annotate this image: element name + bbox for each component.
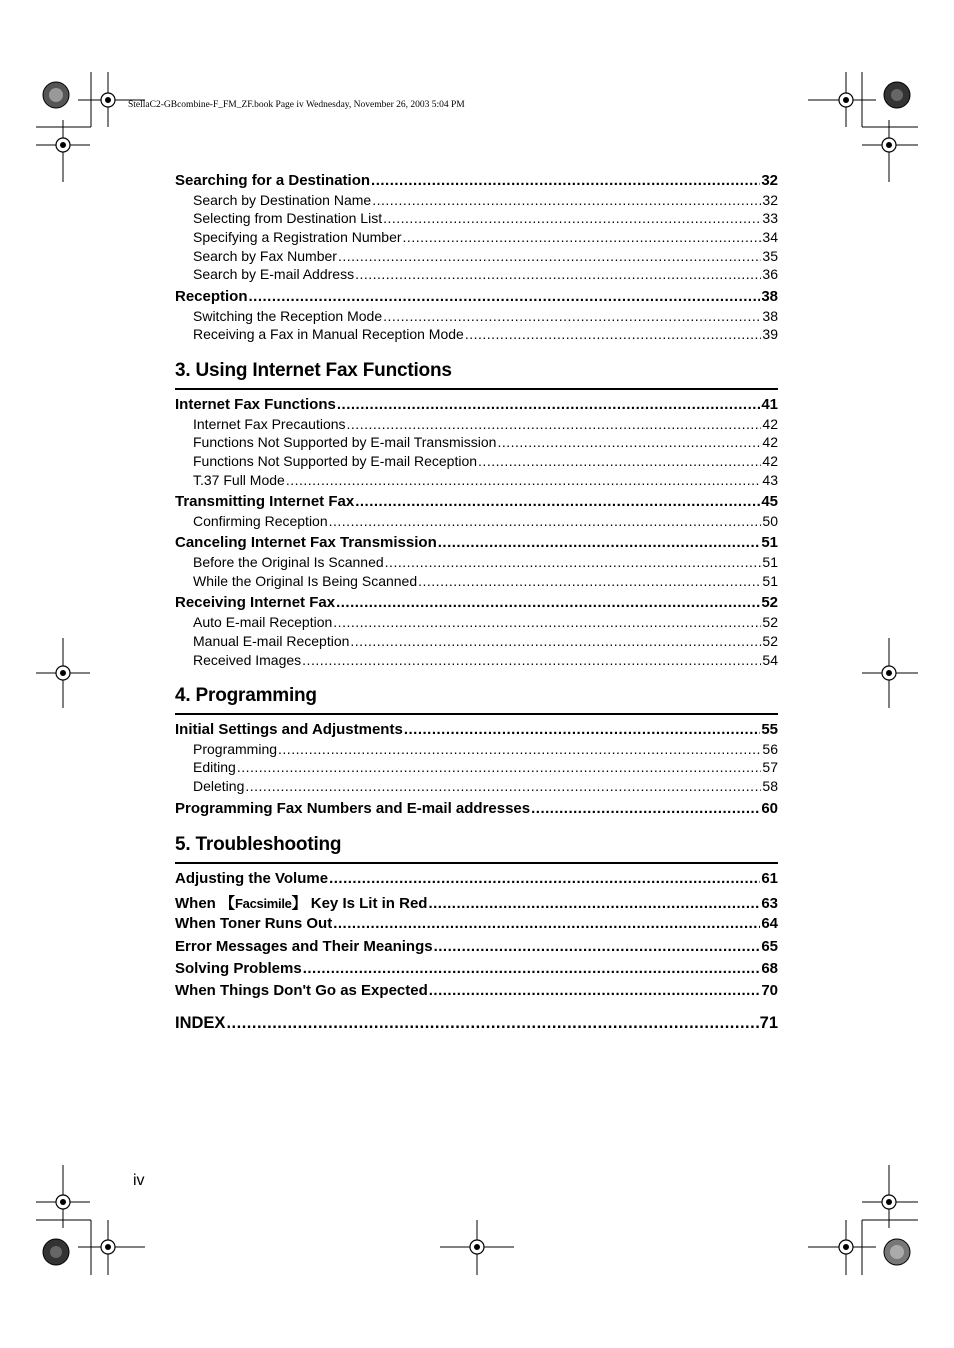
toc-entry-title: Receiving a Fax in Manual Reception Mode [193,326,464,342]
leader-dots [428,895,760,912]
toc-entry-title: Adjusting the Volume [175,870,329,887]
toc-entry-title: Before the Original Is Scanned [193,554,384,570]
leader-dots [478,453,761,469]
toc-entry[interactable] [175,396,778,413]
toc-entry-page: 61 [761,870,778,887]
toc-title-post: Key Is Lit in Red [306,895,428,912]
toc-subentry[interactable] [175,614,778,630]
toc-subentry[interactable] [175,759,778,775]
leader-dots [226,1014,758,1033]
toc-entry-title: Receiving Internet Fax [175,594,336,611]
toc-entry-page: 42 [762,434,778,450]
toc-entry-title: Auto E-mail Reception [193,614,333,630]
leader-dots [355,493,760,510]
leader-dots [531,800,760,817]
toc-entry-title: Reception [175,288,248,305]
toc-entry[interactable] [175,892,778,913]
toc-entry-title [175,892,427,913]
toc-subentry[interactable] [175,416,778,432]
toc-entry-page: 51 [762,554,778,570]
toc-entry-title: When Toner Runs Out [175,915,333,932]
toc-entry[interactable] [175,493,778,510]
leader-dots [403,229,762,245]
leader-dots [333,915,760,932]
toc-entry-title: Manual E-mail Reception [193,633,350,649]
toc-entry-page: 58 [762,778,778,794]
leader-dots [329,513,762,529]
chapter-heading: 3. Using Internet Fax Functions [175,360,778,390]
key-bracket-open: 【 [220,895,236,912]
toc-entry-page: 41 [761,396,778,413]
toc-entry[interactable] [175,594,778,611]
toc-entry-title: When Things Don't Go as Expected [175,982,428,999]
toc-subentry[interactable] [175,633,778,649]
toc-entry-title: Functions Not Supported by E-mail Reception [193,453,478,469]
leader-dots [465,326,762,342]
toc-entry-title: Search by Fax Number [193,248,337,264]
toc-entry-page: 65 [761,938,778,955]
toc-entry[interactable] [175,288,778,305]
leader-dots [302,652,761,668]
toc-entry-title: Selecting from Destination List [193,210,383,226]
toc-entry[interactable] [175,960,778,977]
toc-entry-page: 39 [762,326,778,342]
leader-dots [350,633,761,649]
toc-subentry[interactable] [175,472,778,488]
toc-subentry[interactable] [175,778,778,794]
toc-entry-title: Editing [193,759,236,775]
toc-index-entry[interactable] [175,1014,778,1033]
toc-entry-title: Search by E-mail Address [193,266,355,282]
book-header-info: StellaC2-GBcombine-F_FM_ZF.book Page iv Wednesday, November 26, 2003 5:04 PM [128,100,465,110]
leader-dots [383,308,761,324]
toc-entry-title: Programming Fax Numbers and E-mail addresses [175,800,531,817]
toc-entry[interactable] [175,982,778,999]
toc-entry-title: Search by Destination Name [193,192,372,208]
toc-entry-page: 57 [762,759,778,775]
leader-dots [404,721,761,738]
leader-dots [337,396,760,413]
leader-dots [333,614,761,630]
leader-dots [497,434,761,450]
leader-dots [418,573,761,589]
toc-entry-title: Solving Problems [175,960,302,977]
toc-entry-title: Deleting [193,778,245,794]
leader-dots [237,759,762,775]
leader-dots [286,472,762,488]
toc-entry[interactable] [175,172,778,189]
leader-dots [303,960,761,977]
toc-entry-title: While the Original Is Being Scanned [193,573,418,589]
toc-entry-page: 51 [761,534,778,551]
toc-subentry[interactable] [175,513,778,529]
toc-entry-page: 70 [761,982,778,999]
toc-entry-title: Programming [193,741,278,757]
toc-entry-page: 64 [761,915,778,932]
toc-entry-page: 52 [762,633,778,649]
toc-subentry[interactable] [175,229,778,245]
leader-dots [434,938,761,955]
toc-entry-title: Received Images [193,652,302,668]
toc-entry-title: Specifying a Registration Number [193,229,402,245]
leader-dots [372,192,761,208]
toc-subentry[interactable] [175,741,778,757]
toc-entry-title: Canceling Internet Fax Transmission [175,534,437,551]
toc-entry-page: 52 [762,614,778,630]
leader-dots [249,288,761,305]
toc-entry[interactable] [175,800,778,817]
leader-dots [371,172,760,189]
leader-dots [338,248,761,264]
toc-entry-page: 50 [762,513,778,529]
toc-subentry[interactable] [175,326,778,342]
leader-dots [429,982,761,999]
toc-entry-title: Searching for a Destination [175,172,371,189]
toc-subentry[interactable] [175,308,778,324]
toc-title-pre: When [175,895,220,912]
leader-dots [245,778,761,794]
toc-subentry[interactable] [175,652,778,668]
toc-entry-page: 51 [762,573,778,589]
toc-entry-page: 56 [762,741,778,757]
toc-subentry[interactable] [175,573,778,589]
toc-entry-title: Functions Not Supported by E-mail Transmission [193,434,497,450]
toc-entry-title: Switching the Reception Mode [193,308,383,324]
toc-subentry[interactable] [175,266,778,282]
toc-entry-title: INDEX [175,1014,226,1032]
leader-dots [355,266,761,282]
toc-entry-page: 35 [762,248,778,264]
toc-entry-page: 38 [762,308,778,324]
chapter-heading: 4. Programming [175,685,778,715]
toc-entry-page: 32 [761,172,778,189]
key-bracket-close: 】 [291,895,307,912]
toc-entry-page: 36 [762,266,778,282]
toc-entry-title: Transmitting Internet Fax [175,493,355,510]
leader-dots [383,210,761,226]
toc-entry-page: 52 [761,594,778,611]
toc-entry-page: 38 [761,288,778,305]
toc-subentry[interactable] [175,192,778,208]
toc-entry[interactable] [175,938,778,955]
toc-entry-title: Internet Fax Functions [175,396,336,413]
toc-entry-title: Internet Fax Precautions [193,416,346,432]
toc-entry[interactable] [175,721,778,738]
toc-entry-page: 63 [761,895,778,912]
toc-entry-title: Error Messages and Their Meanings [175,938,433,955]
leader-dots [336,594,760,611]
toc-entry-title: Initial Settings and Adjustments [175,721,403,738]
toc-subentry[interactable] [175,453,778,469]
toc-entry-page: 54 [762,652,778,668]
toc-entry-page: 68 [761,960,778,977]
toc-entry-title: T.37 Full Mode [193,472,285,488]
toc-subentry[interactable] [175,554,778,570]
toc-entry-page: 71 [759,1014,778,1032]
toc-subentry[interactable] [175,210,778,226]
leader-dots [347,416,762,432]
toc-entry-page: 42 [762,453,778,469]
toc-entry-page: 60 [761,800,778,817]
toc-entry-title: Confirming Reception [193,513,328,529]
toc-entry[interactable] [175,870,778,887]
leader-dots [329,870,760,887]
toc-entry[interactable] [175,915,778,932]
leader-dots [385,554,762,570]
toc-entry-page: 34 [762,229,778,245]
chapter-heading: 5. Troubleshooting [175,834,778,864]
toc-entry-page: 55 [761,721,778,738]
toc-entry-page: 42 [762,416,778,432]
toc-entry-page: 33 [762,210,778,226]
toc-entry-page: 43 [762,472,778,488]
toc-entry-page: 45 [761,493,778,510]
toc-subentry[interactable] [175,434,778,450]
leader-dots [438,534,761,551]
leader-dots [278,741,761,757]
toc-entry[interactable] [175,534,778,551]
toc-subentry[interactable] [175,248,778,264]
page-number: iv [133,1172,145,1189]
facsimile-key-label: Facsimile [235,896,292,911]
toc-entry-page: 32 [762,192,778,208]
